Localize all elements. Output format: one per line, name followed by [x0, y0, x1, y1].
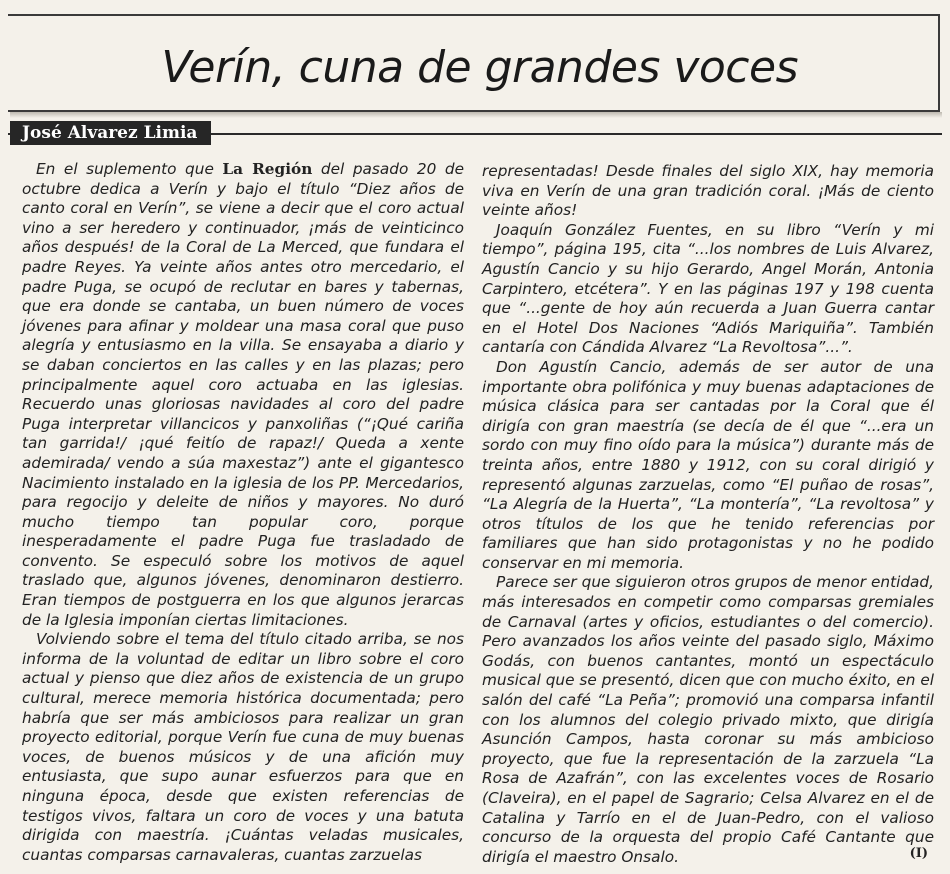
left-column	[22, 160, 464, 865]
newspaper-reference: La Región	[222, 160, 313, 178]
paragraph: Don Agustín Cancio, además de ser autor de una importante obra polifónica y muy buenas adaptaciones de música clásica para ser cantadas por la Coral que él dirigía con gran maestría (se decía de él que “...era un sordo con muy fino oído para la música”) durante más de treinta años, entre 1880 y 1912, con su coral dirigió y representó algunas zarzuelas, como “El puñao de rosas”, “La Alegría de la Huerta”, “La montería”, “La revoltosa” y otros títulos de los que he tenido referencias por familiares que han sido protagonistas y no he podido conservar en mi memoria.	[482, 357, 934, 572]
paragraph: Joaquín González Fuentes, en su libro “Verín y mi tiempo”, página 195, cita “...los nombres de Luis Alvarez, Agustín Cancio y su hijo Gerardo, Angel Morán, Antonia Carpintero, etcétera”. Y en las páginas 197 y 198 cuenta que “...gente de hoy aún recuerda a Juan Guerra cantar en el Hotel Dos Naciones “Adiós Mariquiña”. También cantaría con Cándida Alvarez “La Revoltosa”...”.	[482, 220, 934, 357]
right-column	[482, 162, 934, 867]
part-marker: (I)	[909, 846, 928, 861]
paragraph: Volviendo sobre el tema del título citado arriba, se nos informa de la voluntad de editar un libro sobre el coro actual y pienso que diez años de existencia de un grupo cultural, merece memoria histórica documentada; pero habría que ser más ambiciosos para realizar un gran proyecto editorial, porque Verín fue cuna de muy buenas voces, de buenos músicos y de una afición muy entusiasta, que supo aunar esfuerzos para que en ninguna época, desde que existen referencias de testigos vivos, faltara un coro de voces y una batuta dirigida con maestría. ¡Cuántas veladas musicales, cuantas comparsas carnavaleras, cuantas zarzuelas	[22, 630, 464, 864]
title-shadow	[10, 112, 942, 118]
paragraph: representadas! Desde finales del siglo XIX, hay memoria viva en Verín de una gran tradición coral. ¡Más de ciento veinte años!	[482, 162, 934, 220]
paragraph	[22, 160, 464, 630]
paragraph-text: En el suplemento que	[36, 160, 223, 178]
author-byline: José Alvarez Limia	[10, 121, 211, 145]
paragraph-text: del pasado 20 de octubre dedica a Verín y bajo el título “Diez años de canto coral en Verín”, se viene a decir que el coro actual vino a ser heredero y continuador, ¡más de veinticinco años después! de la Coral de La Merced, que fundara el padre Reyes. Ya veinte años antes otro mercedario, el padre Puga, se ocupó de reclutar en bares y tabernas, que era donde se cantaba, un buen número de voces jóvenes para afinar y moldear una masa coral que puso alegría y entusiasmo en la villa. Se ensayaba a diario y se daban conciertos en las calles y en las plazas; pero principalmente aquel coro actuaba en las iglesias. Recuerdo unas gloriosas navidades al coro del padre Puga interpretar villancicos y panxoliñas (“¡Qué cariña tan garrida!/ ¡qué feitío de rapaz!/ Queda a xente ademirada/ vendo a súa maxestaz”) ante el gigantesco Nacimiento instalado en la iglesia de los PP. Mercedarios, para regocijo y deleite de niños y mayores. No duró mucho tiempo tan popular coro, porque inesperadamente el padre Puga fue trasladado de convento. Se especuló sobre los motivos de aquel traslado que, algunos jóvenes, denominaron destierro. Eran tiempos de postguerra en los que algunos jerarcas de la Iglesia imponían ciertas limitaciones.	[22, 160, 464, 629]
paragraph: Parece ser que siguieron otros grupos de menor entidad, más interesados en competir como comparsas gremiales de Carnaval (artes y oficios, estudiantes o del comercio). Pero avanzados los años veinte del pasado siglo, Máximo Godás, con buenos cantantes, montó un espectáculo musical que se presentó, dicen que con mucho éxito, en el salón del café “La Peña”; promovió una comparsa infantil con los alumnos del colegio privado mixto, que dirigía Asunción Campos, hasta coronar su más ambicioso proyecto, que fue la representación de la zarzuela “La Rosa de Azafrán”, con las excelentes voces de Rosario (Claveira), en el papel de Sagrario; Celsa Alvarez en el de Catalina y Tarrío en el de Juan-Pedro, con el valioso concurso de la orquesta del propio Café Cantante que dirigía el maestro Onsalo.	[482, 573, 934, 866]
article-title: Verín, cuna de grandes voces	[161, 42, 798, 93]
title-box	[8, 14, 940, 112]
